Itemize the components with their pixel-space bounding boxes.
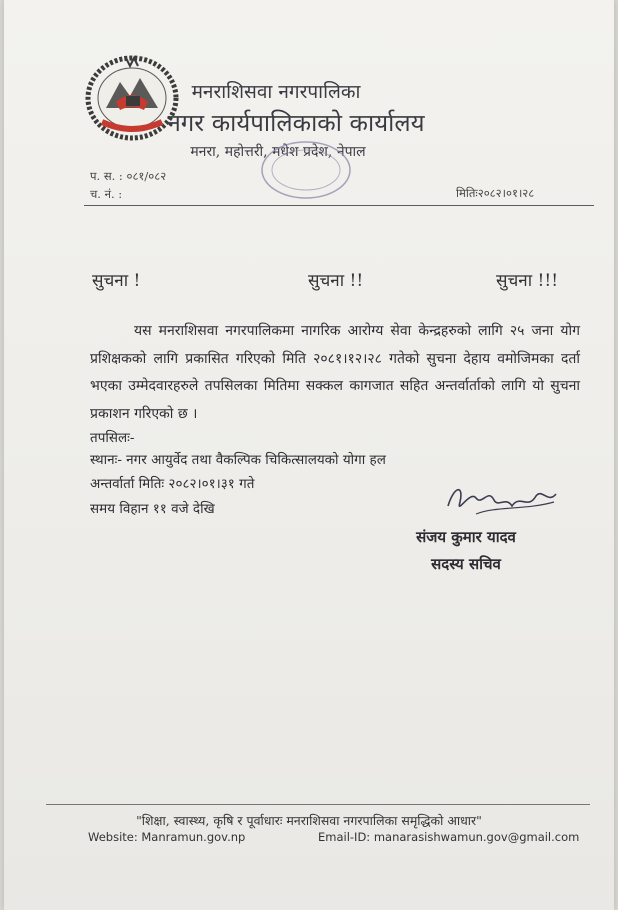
time-line: समय विहान ११ वजे देखि [90, 501, 215, 517]
interview-date-line: अन्तर्वार्ता मितिः २०८२।०१।३१ गते [90, 476, 255, 492]
notice-paragraph: यस मनराशिसवा नगरपालिकमा नागरिक आरोग्य सेवा केन्द्रहरुको लागि २५ जना योग प्रशिक्षकको लागि प्रकासित गरिएको मिति २०८१।१२।२८ गतेको सुचना देहाय वमोजिमका दर्ता भएका उम्मेदवारहरुले तपसिलका मितिमा सक्कल कागजात सहित अन्तर्वार्ताको लागि यो सुचना प्रकाशन गरिएको छ । [90, 323, 580, 422]
office-name: नगर कार्यपालिकाको कार्यालय [167, 109, 425, 137]
municipality-name: मनराशिसवा नगरपालिका [191, 81, 361, 103]
letter-page [4, 0, 614, 910]
handwritten-signature [436, 476, 566, 526]
notice-label-3: सुचना !!! [496, 271, 559, 291]
footer-divider [46, 804, 590, 805]
notice-label-2: सुचना !! [308, 271, 364, 291]
office-stamp [256, 138, 356, 202]
reference-number: प. स. : ०८१/०८२ [90, 169, 167, 183]
venue-line: स्थानः- नगर आयुर्वेद तथा वैकल्पिक चिकित्सालयको योगा हल [90, 452, 386, 468]
header-divider [84, 205, 594, 206]
details-heading: तपसिलः- [90, 430, 135, 446]
footer-motto: "शिक्षा, स्वास्थ्य, कृषि र पूर्वाधारः मनराशिसवा नगरपालिका समृद्धिको आधार" [136, 813, 482, 828]
footer-email: Email-ID: manarasishwamun.gov@gmail.com [318, 830, 580, 844]
signatory-role: सदस्य सचिव [431, 555, 501, 573]
office-address: मनरा, महोत्तरी, मधेश प्रदेश, नेपाल [190, 144, 366, 160]
letter-date: मितिः२०८२।०१।२८ [456, 186, 535, 200]
notice-label-1: सुचना ! [92, 271, 141, 291]
footer-website: Website: Manramun.gov.np [88, 830, 246, 844]
signatory-name: संजय कुमार यादव [416, 528, 516, 546]
dispatch-number: च. नं. : [90, 187, 123, 201]
